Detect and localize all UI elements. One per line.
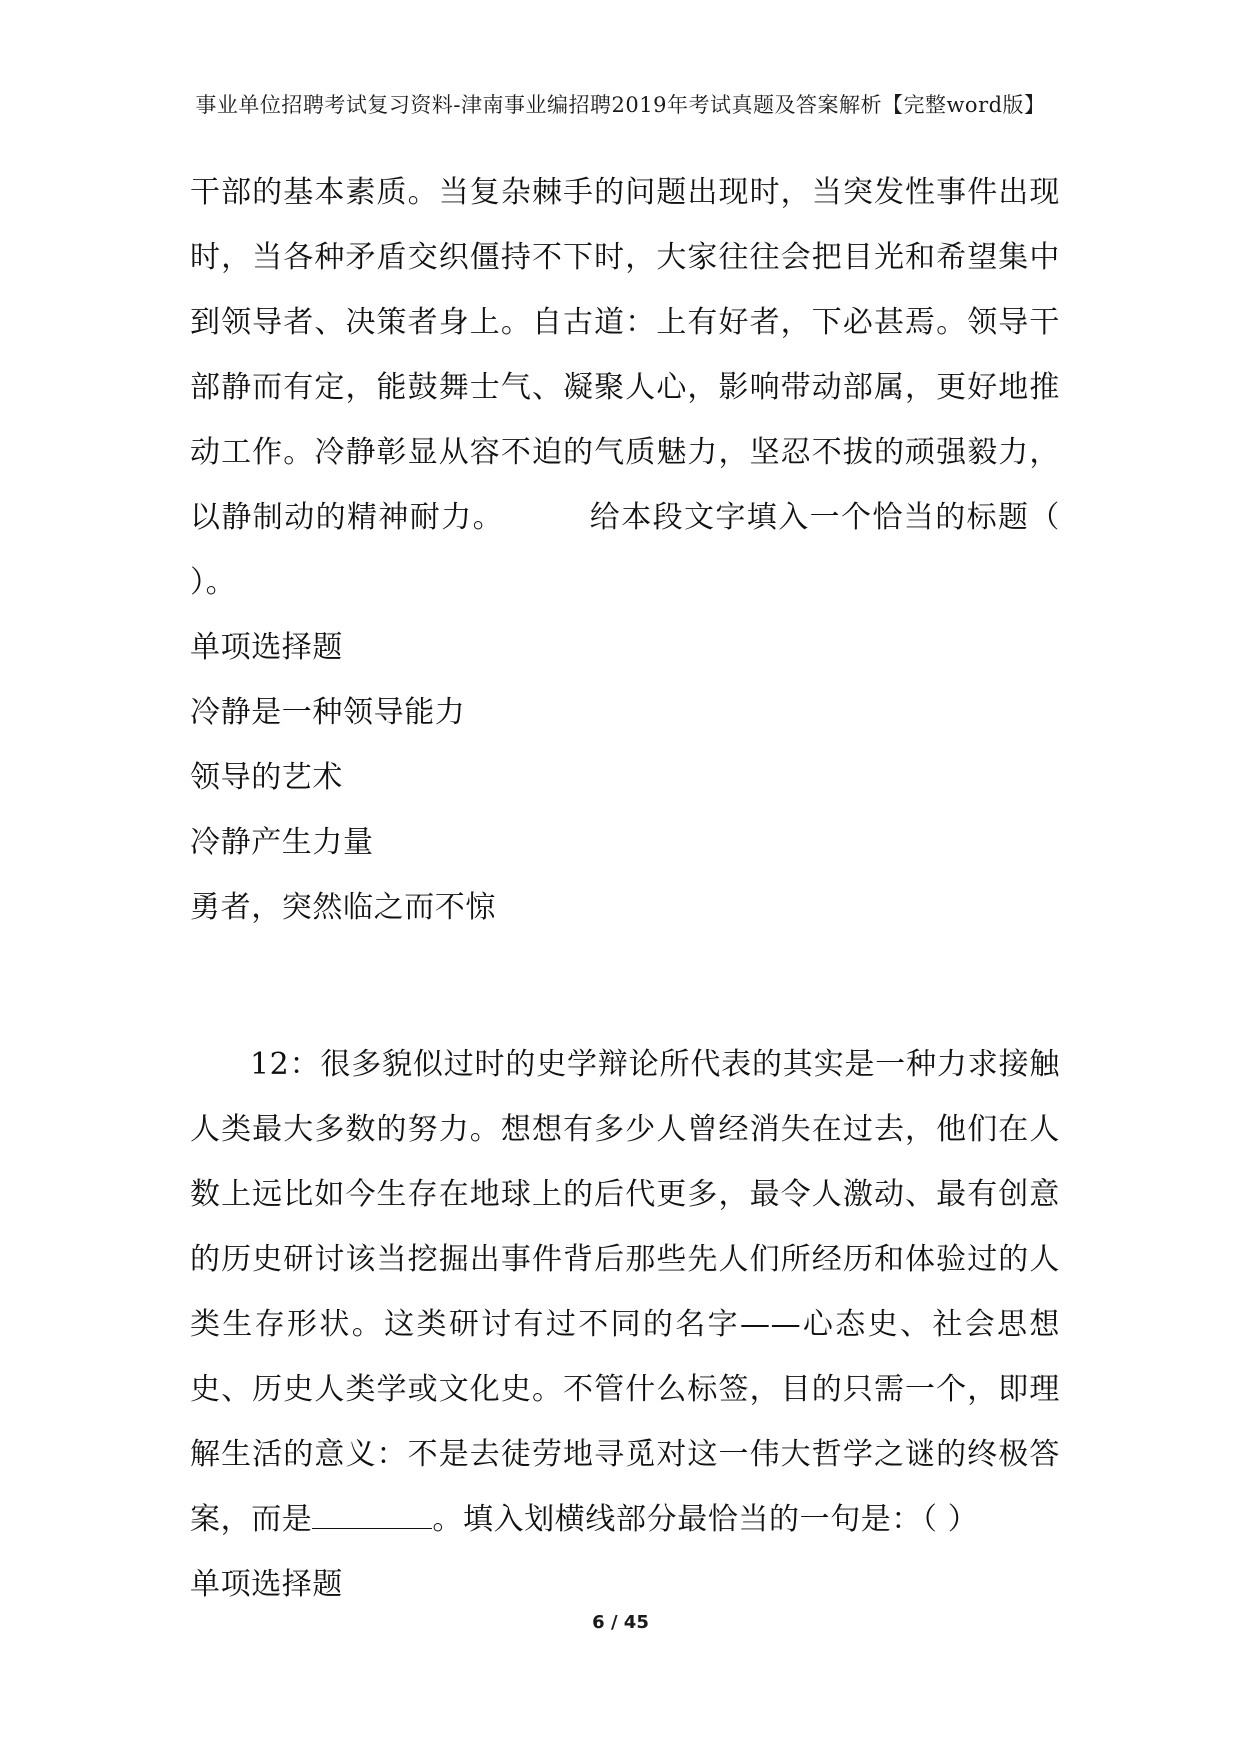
q12-passage-text: 12：很多貌似过时的史学辩论所代表的其实是一种力求接触人类最大多数的努力。想想有多少人曾经消失在过去，他们在人数上远比如今生存在地球上的后代更多，最令人激动、最有创意的历史研讨该当挖掘出事件背后那些先人们所经历和体验过的人类生存形状。这类研讨有过不同的名字——心态史、社会思想史、历史人类学或文化史。不管什么标签，目的只需一个，即理解生活的意义：不是去徒劳地寻觅对这一伟大哲学之谜的终极答案，而是 <box>190 1047 1060 1537</box>
q12-question-type: 单项选择题 <box>190 1567 343 1602</box>
q11-option-a: 冷静是一种领导能力 <box>190 695 466 730</box>
q12-prompt: 。填入划横线部分最恰当的一句是：（ ） <box>432 1502 979 1537</box>
document-body <box>190 160 1060 1617</box>
q11-passage <box>190 160 1060 615</box>
q11-option-c: 冷静产生力量 <box>190 825 374 860</box>
q11-prompt: 给本段文字填入一个恰当的标题（ ）。 <box>190 500 1060 600</box>
q11-option-d: 勇者，突然临之而不惊 <box>190 890 496 925</box>
page-number: 6 / 45 <box>592 1612 649 1633</box>
q11-passage-text: 干部的基本素质。当复杂棘手的问题出现时，当突发性事件出现时，当各种矛盾交织僵持不下时，大家往往会把目光和希望集中到领导者、决策者身上。自古道：上有好者，下必甚焉。领导干部静而有定，能鼓舞士气、凝聚人心，影响带动部属，更好地推动工作。冷静彰显从容不迫的气质魅力，坚忍不拔的顽强毅力，以静制动的精神耐力。 <box>190 175 1060 535</box>
q11-option-b: 领导的艺术 <box>190 760 343 795</box>
q12-fill-blank <box>312 1500 432 1529</box>
page-header: 事业单位招聘考试复习资料-津南事业编招聘2019年考试真题及答案解析【完整word版】 <box>195 93 1046 117</box>
q12-passage <box>190 1032 1060 1552</box>
q11-question-type: 单项选择题 <box>190 630 343 665</box>
